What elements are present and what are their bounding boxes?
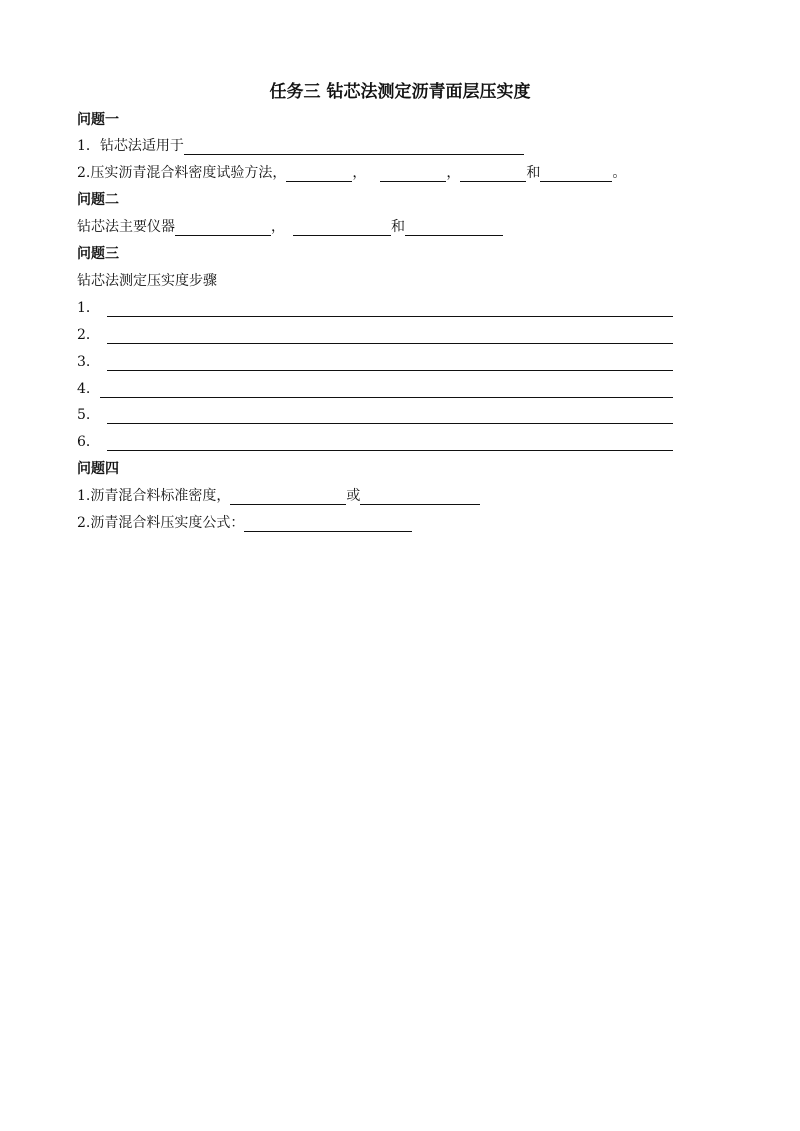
answer-blank-step-2[interactable] xyxy=(107,329,673,344)
question-2-heading: 问题二 xyxy=(77,192,119,208)
question-4-item-2 xyxy=(77,514,412,532)
question-1-item-1 xyxy=(77,137,524,155)
question-1-heading: 问题一 xyxy=(77,112,119,128)
question-3-intro: 钻芯法测定压实度步骤 xyxy=(77,273,217,289)
answer-blank-applicable-scope[interactable] xyxy=(184,140,524,155)
step-row xyxy=(77,299,673,317)
answer-blank-method-1[interactable] xyxy=(286,167,352,182)
answer-blank-step-4[interactable] xyxy=(100,383,673,398)
question-1-item-2 xyxy=(77,164,626,182)
step-row xyxy=(77,380,673,398)
and-word: 和 xyxy=(391,219,405,235)
answer-blank-step-3[interactable] xyxy=(107,356,673,371)
question-4-heading: 问题四 xyxy=(77,461,119,477)
question-4-item-2-label: 2.沥青混合料压实度公式： xyxy=(77,515,245,531)
comma: ， xyxy=(271,219,285,235)
step-row xyxy=(77,353,673,371)
and-word: 和 xyxy=(526,165,541,181)
page-title: 任务三 钻芯法测定沥青面层压实度 xyxy=(269,82,531,102)
period: 。 xyxy=(612,165,627,181)
question-1-item-1-label: 1．钻芯法适用于 xyxy=(77,138,184,154)
answer-blank-standard-density-2[interactable] xyxy=(360,490,480,505)
answer-blank-method-3[interactable] xyxy=(460,167,526,182)
answer-blank-step-6[interactable] xyxy=(107,436,673,451)
question-3-heading: 问题三 xyxy=(77,246,119,262)
question-2-label: 钻芯法主要仪器 xyxy=(77,219,175,235)
comma: ， xyxy=(446,165,461,181)
step-number: 6． xyxy=(77,434,100,450)
question-2-item xyxy=(77,218,503,236)
comma: ， xyxy=(352,165,367,181)
step-number: 2． xyxy=(77,327,100,343)
question-4-item-1-label: 1.沥青混合料标准密度， xyxy=(77,488,231,504)
answer-blank-step-5[interactable] xyxy=(107,409,673,424)
answer-blank-standard-density-1[interactable] xyxy=(230,490,346,505)
answer-blank-method-4[interactable] xyxy=(540,167,612,182)
or-word: 或 xyxy=(346,488,361,504)
answer-blank-compaction-formula[interactable] xyxy=(244,517,412,532)
step-number: 5. xyxy=(77,407,91,423)
answer-blank-instrument-2[interactable] xyxy=(293,221,391,236)
step-number: 1． xyxy=(77,300,100,316)
step-number: 4. xyxy=(77,381,91,397)
answer-blank-instrument-3[interactable] xyxy=(405,221,503,236)
question-4-item-1 xyxy=(77,487,480,505)
question-1-item-2-label: 2.压实沥青混合料密度试验方法， xyxy=(77,165,287,181)
answer-blank-step-1[interactable] xyxy=(107,302,673,317)
step-row xyxy=(77,326,673,344)
answer-blank-instrument-1[interactable] xyxy=(175,221,271,236)
answer-blank-method-2[interactable] xyxy=(380,167,446,182)
step-row xyxy=(77,433,673,451)
step-number: 3. xyxy=(77,354,91,370)
step-row xyxy=(77,406,673,424)
